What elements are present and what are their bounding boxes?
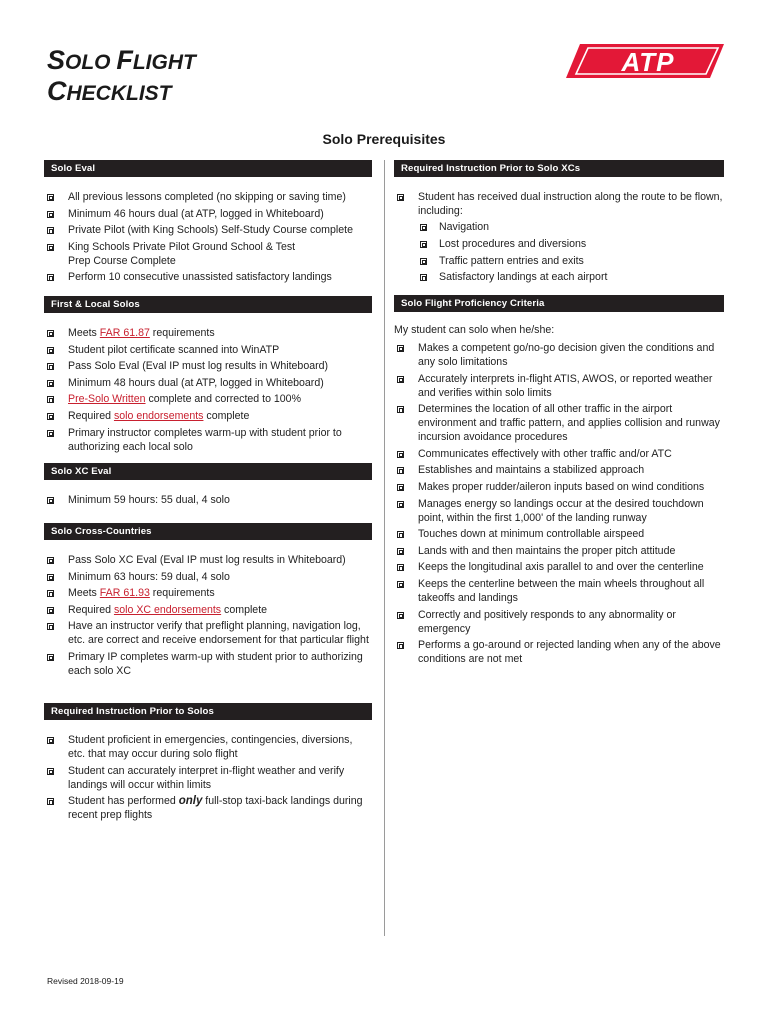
section-heading: Required Instruction Prior to Solos — [44, 703, 372, 720]
list-item: Touches down at minimum controllable airspeed — [394, 527, 724, 541]
list-item: Pass Solo XC Eval (Eval IP must log results in Whiteboard) — [44, 553, 372, 567]
checkbox-icon[interactable] — [47, 396, 54, 403]
list-item: Manages energy so landings occur at the desired touchdown point, within the first 1,000' of the landing runway — [394, 497, 724, 525]
checkbox-icon[interactable] — [397, 467, 404, 474]
checkbox-icon[interactable] — [47, 623, 54, 630]
checkbox-icon[interactable] — [397, 194, 404, 201]
list-item: Minimum 46 hours dual (at ATP, logged in Whiteboard) — [44, 207, 372, 221]
checkbox-icon[interactable] — [47, 798, 54, 805]
pre-solo-written-link[interactable]: Pre-Solo Written — [68, 393, 146, 406]
checkbox-icon[interactable] — [47, 244, 54, 251]
checkbox-icon[interactable] — [47, 557, 54, 564]
section-heading: Required Instruction Prior to Solo XCs — [394, 160, 724, 177]
checkbox-icon[interactable] — [47, 574, 54, 581]
list-item: Meets FAR 61.87 requirements — [44, 326, 372, 340]
sub-checklist — [418, 220, 724, 284]
emphasis-only: only — [178, 795, 203, 808]
sub-list-item: Navigation — [418, 220, 724, 234]
checkbox-icon[interactable] — [397, 612, 404, 619]
section-heading: Solo Cross-Countries — [44, 523, 372, 540]
checkbox-icon[interactable] — [47, 737, 54, 744]
list-item: Student has received dual instruction along the route to be flown, including: Navigation Lost procedures and diversions Traffic pattern entries and exits Satisfactory landings at each airport — [394, 190, 724, 284]
checklist — [394, 341, 724, 666]
checkbox-icon[interactable] — [47, 380, 54, 387]
checklist — [44, 326, 372, 454]
revision-date: Revised 2018-09-19 — [47, 976, 124, 986]
checkbox-icon[interactable] — [47, 363, 54, 370]
title-line-1: SOLO FLIGHT — [47, 45, 196, 75]
checkbox-icon[interactable] — [47, 413, 54, 420]
list-item: Accurately interprets in-flight ATIS, AWOS, or reported weather and verifies within solo limits — [394, 372, 724, 400]
list-item: Establishes and maintains a stabilized approach — [394, 463, 724, 477]
checkbox-icon[interactable] — [397, 451, 404, 458]
list-item: Private Pilot (with King Schools) Self-Study Course complete — [44, 223, 372, 237]
checkbox-icon[interactable] — [47, 330, 54, 337]
checkbox-icon[interactable] — [397, 564, 404, 571]
list-item: Have an instructor verify that preflight planning, navigation log, etc. are correct and receive endorsement for that particular flight — [44, 619, 372, 647]
list-item: Meets FAR 61.93 requirements — [44, 586, 372, 600]
solo-xc-endorsements-link[interactable]: solo XC endorsements — [113, 603, 222, 616]
section-heading: First & Local Solos — [44, 296, 372, 313]
list-item: Makes a competent go/no-go decision given the conditions and any solo limitations — [394, 341, 724, 369]
checklist — [44, 493, 372, 507]
list-item: Correctly and positively responds to any abnormality or emergency — [394, 608, 724, 636]
list-item: Minimum 63 hours: 59 dual, 4 solo — [44, 570, 372, 584]
list-item: Student has performed only full-stop taxi-back landings during recent prep flights — [44, 794, 372, 822]
section-proficiency-criteria — [394, 295, 724, 669]
list-item: Primary instructor completes warm-up with student prior to authorizing each local solo — [44, 426, 372, 454]
sub-list-item: Lost procedures and diversions — [418, 237, 724, 251]
checkbox-icon[interactable] — [47, 590, 54, 597]
checklist — [44, 733, 372, 822]
checkbox-icon[interactable] — [397, 581, 404, 588]
checkbox-icon[interactable] — [47, 768, 54, 775]
criteria-intro: My student can solo when he/she: — [394, 324, 555, 336]
checkbox-icon[interactable] — [420, 274, 427, 281]
checklist — [394, 190, 724, 284]
checkbox-icon[interactable] — [397, 345, 404, 352]
section-solo-eval — [44, 160, 372, 287]
checkbox-icon[interactable] — [397, 531, 404, 538]
list-item: Primary IP completes warm-up with student prior to authorizing each solo XC — [44, 650, 372, 678]
checkbox-icon[interactable] — [47, 654, 54, 661]
checkbox-icon[interactable] — [420, 241, 427, 248]
checkbox-icon[interactable] — [420, 224, 427, 231]
section-first-local-solos — [44, 296, 372, 456]
atp-logo — [566, 44, 724, 78]
section-subtitle: Solo Prerequisites — [322, 131, 446, 147]
checkbox-icon[interactable] — [47, 274, 54, 281]
checkbox-icon[interactable] — [397, 376, 404, 383]
list-item: Communicates effectively with other traffic and/or ATC — [394, 447, 724, 461]
checkbox-icon[interactable] — [397, 642, 404, 649]
checkbox-icon[interactable] — [47, 347, 54, 354]
checkbox-icon[interactable] — [47, 607, 54, 614]
checkbox-icon[interactable] — [397, 406, 404, 413]
section-heading: Solo Eval — [44, 160, 372, 177]
list-item: Student can accurately interpret in-flight weather and verify landings will occur within limits — [44, 764, 372, 792]
list-item: Determines the location of all other traffic in the airport environment and traffic pattern, and applies collision and runway incursion avoidance procedures — [394, 402, 724, 444]
list-item: Keeps the centerline between the main wheels throughout all takeoffs and landings — [394, 577, 724, 605]
column-divider — [384, 160, 385, 936]
checkbox-icon[interactable] — [47, 211, 54, 218]
sub-list-item: Satisfactory landings at each airport — [418, 270, 724, 284]
logo-text: ATP — [621, 47, 675, 77]
list-item: King Schools Private Pilot Ground School & Test Prep Course Complete — [44, 240, 372, 268]
list-item: Student proficient in emergencies, contingencies, diversions, etc. that may occur during solo flight — [44, 733, 372, 761]
section-heading: Solo Flight Proficiency Criteria — [394, 295, 724, 312]
list-item: Lands with and then maintains the proper pitch attitude — [394, 544, 724, 558]
checklist — [44, 553, 372, 678]
section-required-instruction-solos — [44, 703, 372, 825]
list-item: Keeps the longitudinal axis parallel to and over the centerline — [394, 560, 724, 574]
sub-list-item: Traffic pattern entries and exits — [418, 254, 724, 268]
checkbox-icon[interactable] — [420, 258, 427, 265]
list-item: Perform 10 consecutive unassisted satisfactory landings — [44, 270, 372, 284]
list-item: Makes proper rudder/aileron inputs based on wind conditions — [394, 480, 724, 494]
list-item: Pass Solo Eval (Eval IP must log results in Whiteboard) — [44, 359, 372, 373]
list-item: Student pilot certificate scanned into WinATP — [44, 343, 372, 357]
section-solo-cross-countries — [44, 523, 372, 681]
checkbox-icon[interactable] — [47, 194, 54, 201]
checklist — [44, 190, 372, 284]
checkbox-icon[interactable] — [397, 501, 404, 508]
far-61-87-link[interactable]: FAR 61.87 — [99, 327, 150, 339]
list-item: All previous lessons completed (no skipping or saving time) — [44, 190, 372, 204]
section-solo-xc-eval — [44, 463, 372, 510]
list-item: Required solo endorsements complete — [44, 409, 372, 423]
list-item: Performs a go-around or rejected landing when any of the above conditions are not met — [394, 638, 724, 666]
checkbox-icon[interactable] — [47, 430, 54, 437]
page-title — [47, 47, 196, 109]
list-item: Pre-Solo Written complete and corrected to 100% — [44, 392, 372, 406]
title-line-2: CHECKLIST — [47, 76, 172, 106]
list-item: Minimum 59 hours: 55 dual, 4 solo — [44, 493, 372, 507]
list-item: Minimum 48 hours dual (at ATP, logged in Whiteboard) — [44, 376, 372, 390]
solo-endorsements-link[interactable]: solo endorsements — [113, 409, 204, 422]
checkbox-icon[interactable] — [47, 497, 54, 504]
far-61-93-link[interactable]: FAR 61.93 — [99, 587, 150, 600]
checkbox-icon[interactable] — [47, 227, 54, 234]
list-item: Required solo XC endorsements complete — [44, 603, 372, 617]
section-heading: Solo XC Eval — [44, 463, 372, 480]
checkbox-icon[interactable] — [397, 484, 404, 491]
checkbox-icon[interactable] — [397, 548, 404, 555]
section-required-instruction-solo-xcs — [394, 160, 724, 287]
